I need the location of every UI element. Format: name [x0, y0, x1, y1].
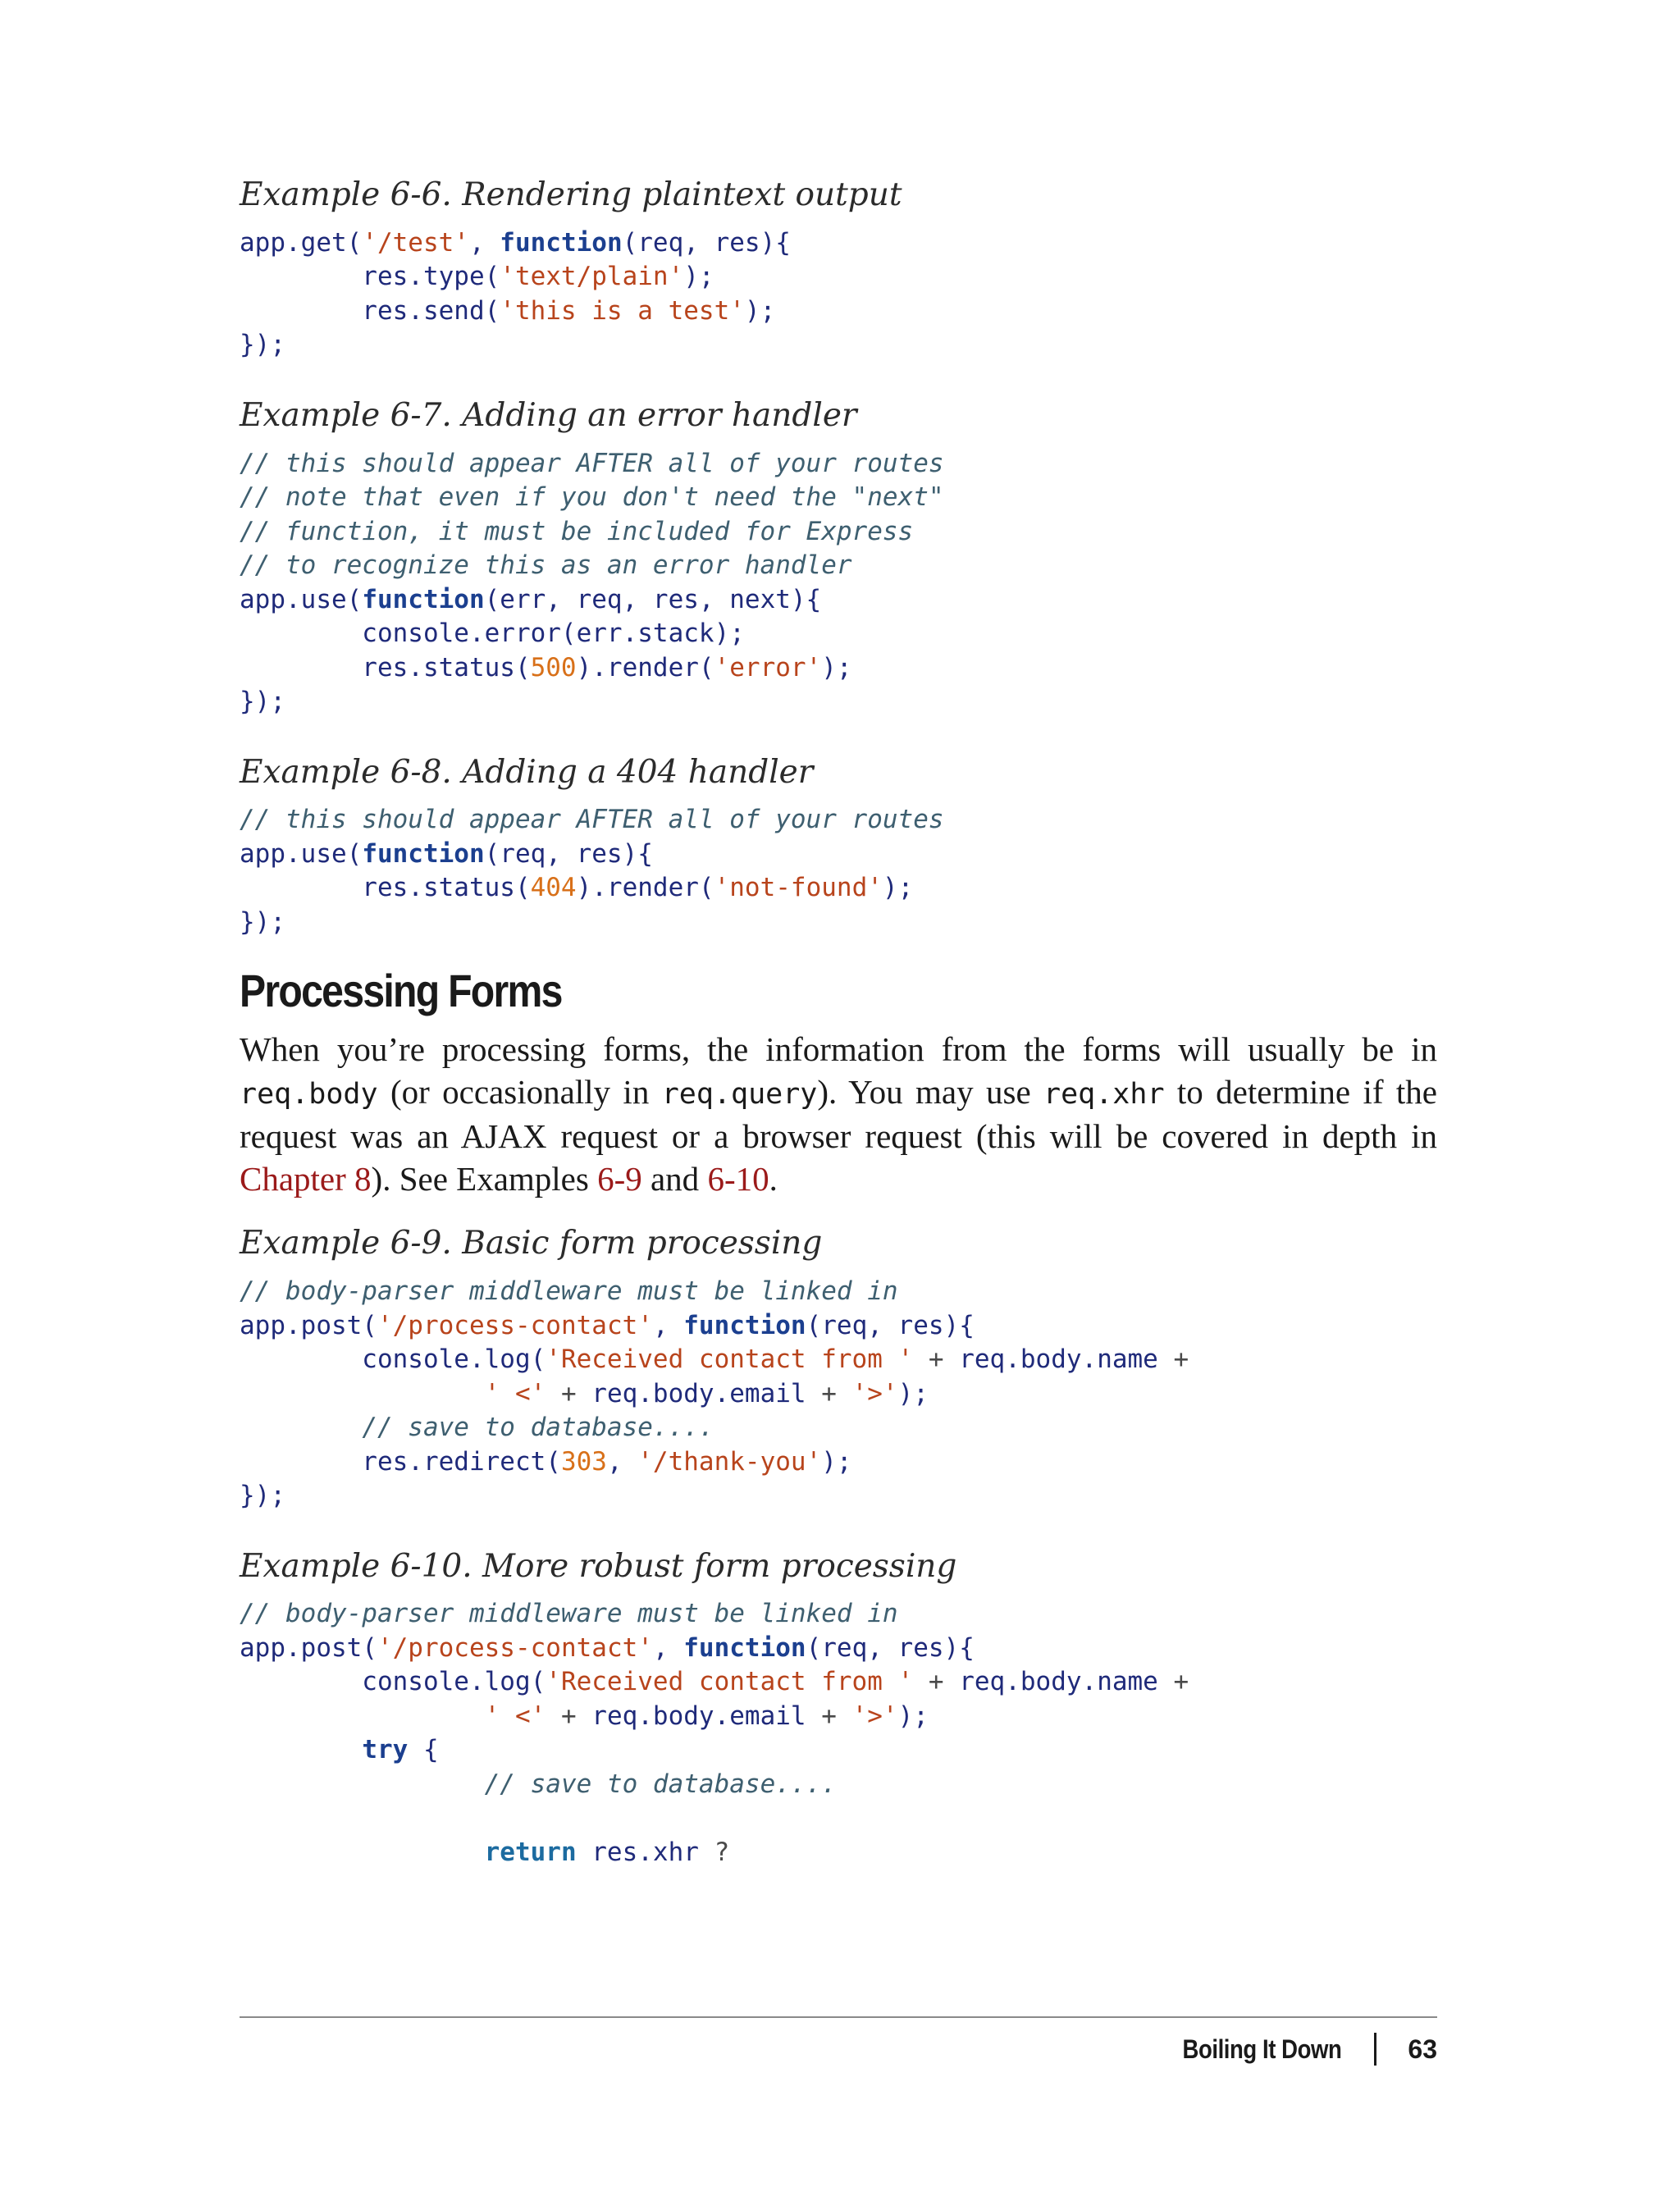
cross-reference-link[interactable]: 6-10 — [707, 1159, 769, 1198]
code-line: app.use(function(err, req, res, next){ — [240, 584, 822, 614]
example-6-10 — [240, 1548, 1437, 1870]
code-line: }); — [240, 330, 285, 360]
page-number: 63 — [1408, 2034, 1437, 2064]
code-line: res.status(404).render('not-found'); — [240, 873, 914, 903]
code-line: }); — [240, 906, 285, 937]
section-paragraph: When you’re processing forms, the information from the forms will usually be in req.body (or occasionally in req.query). You may use req.xhr to determine if the request was an AJAX request or a browser request (this will be covered in depth in Chapter 8). See Examples 6-9 and 6-10. — [240, 1030, 1437, 1198]
code-line: return res.xhr ? — [484, 1837, 730, 1867]
example-caption: Example 6-8. Adding a 404 handler — [240, 753, 814, 791]
running-footer-title: Boiling It Down — [1182, 2034, 1342, 2064]
code-line: app.get('/test', function(req, res){ — [240, 227, 791, 258]
code-block — [240, 226, 1437, 363]
example-caption: Example 6-7. Adding an error handler — [240, 396, 857, 434]
code-line: // note that even if you don't need the "next" — [240, 482, 944, 513]
code-line: ' <' + req.body.email + '>'); — [484, 1378, 929, 1408]
cross-reference-link[interactable]: 6-9 — [597, 1159, 642, 1198]
example-6-8 — [240, 754, 1437, 940]
page-content — [240, 176, 1437, 1869]
code-line: }); — [240, 1481, 285, 1511]
code-line: // to recognize this as an error handler — [240, 550, 852, 581]
code-line: console.log('Received contact from ' + req.body.name + — [240, 1667, 1189, 1697]
inline-code: req.query — [661, 1077, 818, 1111]
code-line: console.log('Received contact from ' + req.body.name + — [240, 1344, 1189, 1375]
section-heading: Processing Forms — [240, 965, 562, 1017]
code-line: // function, it must be included for Express — [240, 516, 914, 546]
section-processing-forms — [240, 964, 1437, 1200]
code-line: res.status(500).render('error'); — [240, 652, 852, 682]
code-line: res.redirect(303, '/thank-you'); — [240, 1446, 852, 1477]
example-6-7 — [240, 397, 1437, 719]
inline-code: req.xhr — [1043, 1077, 1165, 1111]
footer-separator — [1374, 2033, 1376, 2066]
cross-reference-link[interactable]: Chapter 8 — [240, 1159, 372, 1198]
code-line: app.post('/process-contact', function(req, res){ — [240, 1310, 975, 1340]
example-caption: Example 6-6. Rendering plaintext output — [240, 176, 902, 213]
page-footer — [1157, 2031, 1437, 2067]
code-block — [240, 1597, 1437, 1869]
example-6-6 — [240, 176, 1437, 363]
code-line: ' <' + req.body.email + '>'); — [484, 1701, 929, 1731]
code-line: // save to database.... — [484, 1769, 837, 1799]
code-line: // this should appear AFTER all of your routes — [240, 805, 944, 835]
code-line: // this should appear AFTER all of your routes — [240, 448, 944, 478]
code-line: // body-parser middleware must be linked in — [240, 1599, 898, 1629]
code-line: app.use(function(req, res){ — [240, 838, 653, 869]
code-line: // body-parser middleware must be linked in — [240, 1276, 898, 1307]
code-line: app.post('/process-contact', function(req, res){ — [240, 1632, 975, 1663]
code-line: try { — [362, 1735, 439, 1765]
example-6-9 — [240, 1225, 1437, 1513]
code-line: }); — [240, 687, 285, 717]
code-block — [240, 803, 1437, 939]
footer-rule — [240, 2016, 1437, 2018]
code-block — [240, 1275, 1437, 1513]
inline-code: req.body — [240, 1077, 378, 1111]
code-line: res.type('text/plain'); — [240, 262, 714, 292]
code-line: // save to database.... — [362, 1413, 714, 1443]
example-caption: Example 6-9. Basic form processing — [240, 1225, 823, 1262]
example-caption: Example 6-10. More robust form processing — [240, 1547, 957, 1585]
code-line: console.error(err.stack); — [240, 619, 745, 649]
code-line: res.send('this is a test'); — [240, 295, 776, 326]
code-block — [240, 447, 1437, 719]
